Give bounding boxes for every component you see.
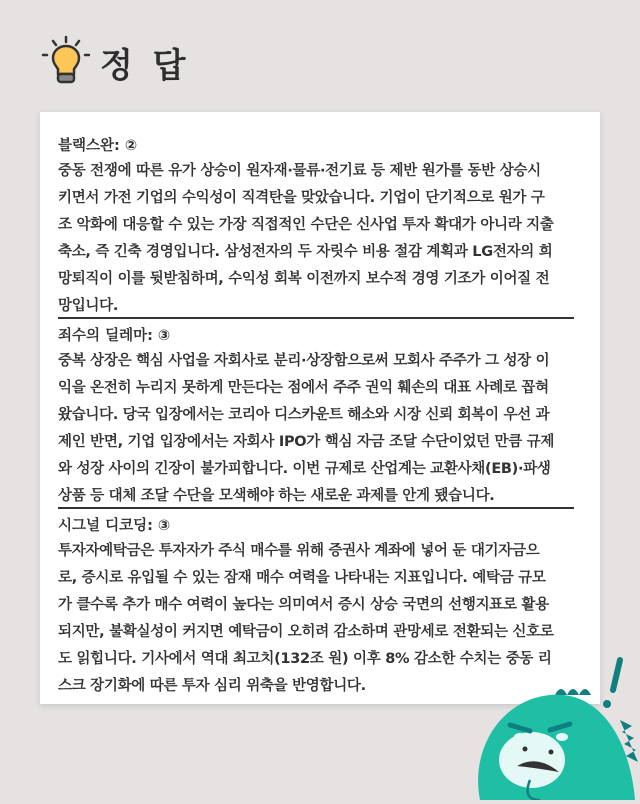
dinosaur-mascot-icon (470, 650, 640, 804)
text-line: 와 성장 사이의 긴장이 불가피합니다. 이번 규제로 산업계는 교환사채(EB)·파생 (58, 461, 551, 477)
divider (58, 507, 574, 509)
text-line: 가 클수록 추가 매수 여력이 높다는 의미여서 증시 상승 국면의 선행지표로 활용 (58, 597, 549, 613)
page-title: 정 답 (100, 45, 190, 86)
header (38, 34, 190, 90)
answer-card (40, 112, 600, 704)
lightbulb-icon (38, 34, 90, 90)
text-line: 투자자예탁금은 투자자가 주식 매수를 위해 증권사 계좌에 넣어 둔 대기자금으 (58, 543, 540, 559)
section-title: 블랙스완: ② (58, 138, 138, 154)
text-line: 상품 등 대체 조달 수단을 모색해야 하는 새로운 과제를 안게 됐습니다. (58, 488, 495, 504)
text-line: 왔습니다. 당국 입장에서는 코리아 디스카운트 해소와 시장 신뢰 회복이 우선 과 (58, 407, 550, 423)
text-line: 도 읽힙니다. 기사에서 역대 최고치(132조 원) 이후 8% 감소한 수치는 중동 리 (58, 651, 552, 667)
text-line: 중동 전쟁에 따른 유가 상승이 원자재·물류·전기료 등 제반 원가를 동반 상승시 (58, 163, 541, 179)
text-line: 조 악화에 대응할 수 있는 가장 직접적인 수단은 신사업 투자 확대가 아니라 지출 (58, 217, 554, 233)
text-line: 되지만, 불확실성이 커지면 예탁금이 오히려 감소하며 관망세로 전환되는 신호로 (58, 624, 554, 640)
text-line: 망퇴직이 이를 뒷받침하며, 수익성 회복 이전까지 보수적 경영 기조가 이어질 전 (58, 271, 550, 287)
text-line: 익을 온전히 누리지 못하게 만든다는 점에서 주주 권익 훼손의 대표 사례로 꼽혀 (58, 380, 549, 396)
answer-section-blackswan (58, 134, 588, 320)
text-line: 키면서 가전 기업의 수익성이 직격탄을 맞았습니다. 기업이 단기적으로 원가 구 (58, 190, 545, 206)
text-line: 스크 장기화에 따른 투자 심리 위축을 반영합니다. (58, 678, 366, 694)
section-title: 시그널 디코딩: ③ (58, 518, 171, 534)
divider (58, 317, 574, 319)
text-line: 로, 증시로 유입될 수 있는 잠재 매수 여력을 나타내는 지표입니다. 예탁금 규모 (58, 570, 546, 586)
text-line: 축소, 즉 긴축 경영입니다. 삼성전자의 두 자릿수 비용 절감 계획과 LG전자의 희 (58, 244, 553, 260)
section-title: 죄수의 딜레마: ③ (58, 328, 171, 344)
answer-section-dilemma (58, 324, 588, 510)
text-line: 중복 상장은 핵심 사업을 자회사로 분리·상장함으로써 모회사 주주가 그 성장 이 (58, 353, 550, 369)
text-line: 망입니다. (58, 298, 119, 314)
text-line: 제인 반면, 기업 입장에서는 자회사 IPO가 핵심 자금 조달 수단이었던 만큼 규제 (58, 434, 555, 450)
